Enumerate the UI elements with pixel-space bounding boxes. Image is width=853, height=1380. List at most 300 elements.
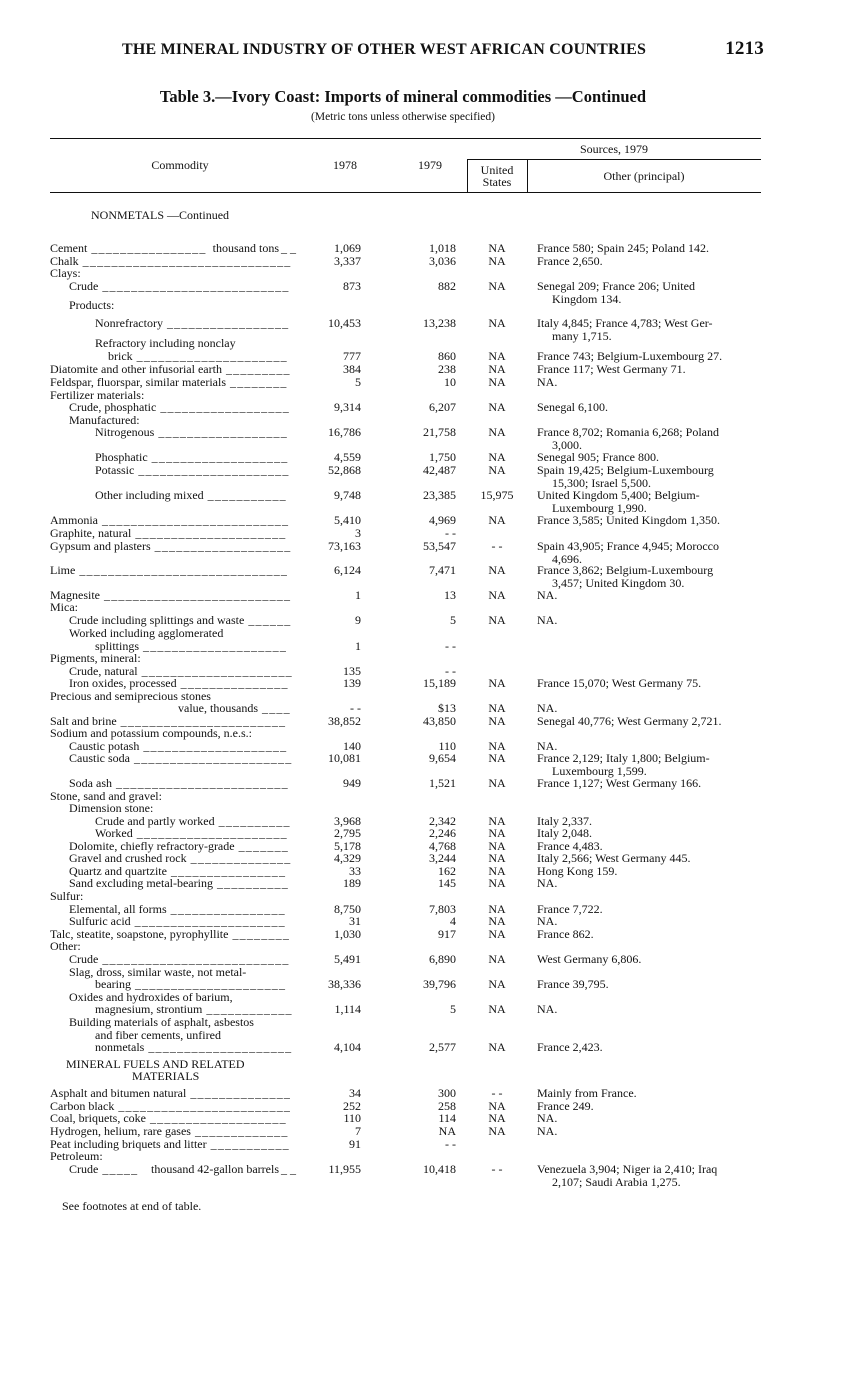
value-1978: 9,314 bbox=[334, 400, 361, 414]
value-1979: 15,189 bbox=[423, 676, 456, 690]
commodity-name: splittings bbox=[95, 639, 140, 653]
leader-dots: ______ bbox=[248, 613, 292, 627]
value-1978: 1,069 bbox=[334, 241, 361, 255]
commodity-name: Diatomite and other infusorial earth bbox=[50, 362, 222, 376]
other-principal-sources bbox=[537, 1041, 767, 1054]
value-1978: 6,124 bbox=[334, 563, 361, 577]
other-principal-sources bbox=[537, 702, 767, 715]
value-1979: 162 bbox=[438, 864, 456, 878]
value-united-states: NA bbox=[488, 463, 506, 477]
commodity-name: Petroleum: bbox=[50, 1149, 103, 1163]
leader-dots: ________ bbox=[230, 375, 288, 389]
value-1978: 140 bbox=[343, 739, 361, 753]
other-principal-sources bbox=[537, 1087, 767, 1100]
other-sources-line: NA. bbox=[537, 876, 558, 890]
commodity-label bbox=[50, 363, 222, 376]
value-1979: 860 bbox=[438, 349, 456, 363]
value-1979: - - bbox=[445, 664, 456, 678]
value-1979: 13,238 bbox=[423, 316, 456, 330]
other-sources-line: NA. bbox=[537, 739, 558, 753]
other-principal-sources bbox=[537, 852, 767, 865]
commodity-name: Magnesite bbox=[50, 588, 100, 602]
commodity-label bbox=[50, 242, 87, 255]
leader-dots: __________________________ bbox=[102, 279, 290, 293]
other-sources-line: Mainly from France. bbox=[537, 1086, 637, 1100]
commodity-label bbox=[50, 564, 75, 577]
value-1979: 7,803 bbox=[429, 902, 456, 916]
other-sources-line: France 862. bbox=[537, 927, 594, 941]
commodity-name: Salt and brine bbox=[50, 714, 117, 728]
commodity-name: Phosphatic bbox=[95, 450, 148, 464]
commodity-name: Sodium and potassium compounds, n.e.s.: bbox=[50, 726, 252, 740]
other-sources-line: France 117; West Germany 71. bbox=[537, 362, 686, 376]
commodity-name: Precious and semiprecious stones bbox=[50, 689, 211, 703]
commodity-label bbox=[69, 677, 177, 690]
commodity-label bbox=[69, 777, 112, 790]
other-principal-sources bbox=[537, 1100, 767, 1113]
value-1979: 3,036 bbox=[429, 254, 456, 268]
header-bottom-rule bbox=[50, 192, 761, 193]
other-sources-line: West Germany 6,806. bbox=[537, 952, 642, 966]
other-principal-sources bbox=[537, 1125, 767, 1138]
other-principal-sources bbox=[537, 401, 767, 414]
other-principal-sources bbox=[537, 350, 767, 363]
commodity-name: Hydrogen, helium, rare gases bbox=[50, 1124, 191, 1138]
value-1978: 16,786 bbox=[328, 425, 361, 439]
commodity-label bbox=[95, 337, 236, 350]
other-principal-sources bbox=[537, 827, 767, 840]
value-1979: 13 bbox=[444, 588, 456, 602]
other-sources-line: France 2,129; Italy 1,800; Belgium- bbox=[537, 751, 710, 765]
other-sources-line: Italy 2,337. bbox=[537, 814, 592, 828]
value-united-states: NA bbox=[488, 1040, 506, 1054]
leader-dots: _______ bbox=[238, 839, 289, 853]
other-sources-continuation: Luxembourg 1,990. bbox=[552, 500, 647, 515]
commodity-name: Lime bbox=[50, 563, 76, 577]
value-united-states: NA bbox=[488, 450, 506, 464]
leader-dots: _____________________ bbox=[134, 914, 286, 928]
other-sources-line: NA. bbox=[537, 1124, 558, 1138]
leader-dots: ____________________ bbox=[148, 1040, 293, 1054]
running-head bbox=[122, 38, 764, 62]
commodity-name: magnesium, strontium bbox=[95, 1002, 203, 1016]
commodity-label bbox=[95, 827, 133, 840]
commodity-name: Quartz and quartzite bbox=[69, 864, 167, 878]
leader-dots: ____________________ bbox=[143, 639, 288, 653]
commodity-name: Feldspar, fluorspar, similar materials bbox=[50, 375, 226, 389]
commodity-name: Slag, dross, similar waste, not metal- bbox=[69, 965, 247, 979]
other-principal-sources bbox=[537, 514, 767, 527]
other-principal-sources bbox=[537, 280, 767, 305]
commodity-label bbox=[50, 601, 78, 614]
other-sources-line: France 743; Belgium-Luxembourg 27. bbox=[537, 349, 723, 363]
value-united-states: NA bbox=[488, 613, 506, 627]
other-principal-sources bbox=[537, 677, 767, 690]
footnote: See footnotes at end of table. bbox=[62, 1199, 202, 1213]
commodity-label bbox=[69, 280, 98, 293]
leader-dots: ____________________ bbox=[143, 739, 288, 753]
unit-label: thousand 42-gallon barrels bbox=[151, 1162, 279, 1176]
value-1978: 91 bbox=[349, 1137, 361, 1151]
other-principal-sources bbox=[537, 589, 767, 602]
other-sources-continuation: Kingdom 134. bbox=[552, 291, 622, 306]
other-principal-sources bbox=[537, 915, 767, 928]
value-united-states: - - bbox=[491, 539, 503, 553]
value-1979: - - bbox=[445, 526, 456, 540]
header-us-line1: United bbox=[480, 163, 514, 177]
commodity-name: Crude, phosphatic bbox=[69, 400, 157, 414]
commodity-label bbox=[95, 426, 154, 439]
other-sources-line: NA. bbox=[537, 914, 558, 928]
commodity-name: Dolomite, chiefly refractory-grade bbox=[69, 839, 235, 853]
commodity-label bbox=[50, 540, 151, 553]
leader-dots: ___________ bbox=[210, 1137, 290, 1151]
value-1979: $13 bbox=[438, 701, 456, 715]
other-sources-line: NA. bbox=[537, 1111, 558, 1125]
commodity-name: value, thousands bbox=[178, 701, 258, 715]
value-1978: 4,329 bbox=[334, 851, 361, 865]
commodity-name: Peat including briquets and litter bbox=[50, 1137, 207, 1151]
commodity-name: Sulfuric acid bbox=[69, 914, 131, 928]
value-1979: 300 bbox=[438, 1086, 456, 1100]
other-principal-sources bbox=[537, 255, 767, 268]
leader-dots: _____________________ bbox=[138, 463, 290, 477]
value-united-states: NA bbox=[488, 279, 506, 293]
commodity-name: Oxides and hydroxides of barium, bbox=[69, 990, 233, 1004]
commodity-name: Carbon black bbox=[50, 1099, 115, 1113]
value-1979: - - bbox=[445, 1137, 456, 1151]
value-united-states: NA bbox=[488, 751, 506, 765]
commodity-label bbox=[95, 451, 148, 464]
value-united-states: NA bbox=[488, 977, 506, 991]
leader-dots: ___________ bbox=[207, 488, 287, 502]
other-sources-line: France 7,722. bbox=[537, 902, 603, 916]
commodity-name: Coal, briquets, coke bbox=[50, 1111, 146, 1125]
commodity-name: Crude bbox=[69, 952, 99, 966]
other-principal-sources bbox=[537, 928, 767, 941]
commodity-name: Cement bbox=[50, 241, 88, 255]
other-sources-line: NA. bbox=[537, 613, 558, 627]
commodity-label bbox=[69, 1163, 98, 1176]
other-sources-line: France 2,423. bbox=[537, 1040, 603, 1054]
value-united-states: NA bbox=[488, 1111, 506, 1125]
value-1979: 5 bbox=[450, 1002, 456, 1016]
value-1978: 3 bbox=[355, 526, 361, 540]
value-1978: 1,030 bbox=[334, 927, 361, 941]
value-united-states: NA bbox=[488, 316, 506, 330]
value-1978: 5,491 bbox=[334, 952, 361, 966]
other-sources-continuation: 3,457; United Kingdom 30. bbox=[552, 575, 685, 590]
value-united-states: NA bbox=[488, 563, 506, 577]
commodity-label bbox=[50, 890, 83, 903]
leader-dots: _____________________ bbox=[135, 526, 287, 540]
leader-dots: ______________ bbox=[190, 851, 292, 865]
value-united-states: NA bbox=[488, 425, 506, 439]
commodity-name: Fertilizer materials: bbox=[50, 388, 145, 402]
commodity-label bbox=[69, 877, 213, 890]
other-principal-sources bbox=[537, 242, 767, 255]
commodity-name: Talc, steatite, soapstone, pyrophyllite bbox=[50, 927, 229, 941]
table-subtitle: (Metric tons unless otherwise specified) bbox=[311, 111, 495, 123]
commodity-label bbox=[50, 267, 81, 280]
value-united-states: NA bbox=[488, 349, 506, 363]
commodity-name: Crude, natural bbox=[69, 664, 138, 678]
other-sources-line: France 8,702; Romania 6,268; Poland bbox=[537, 425, 719, 439]
commodity-label bbox=[95, 1041, 144, 1054]
commodity-label bbox=[69, 953, 98, 966]
leader-dots: __________________ bbox=[160, 400, 290, 414]
running-head-title: THE MINERAL INDUSTRY OF OTHER WEST AFRICAN COUNTRIES bbox=[122, 41, 647, 58]
value-united-states: NA bbox=[488, 876, 506, 890]
commodity-name: Asphalt and bitumen natural bbox=[50, 1086, 187, 1100]
value-1978: 949 bbox=[343, 776, 361, 790]
leader-dots: __________________________ bbox=[104, 588, 292, 602]
value-united-states: - - bbox=[491, 1086, 503, 1100]
commodity-label bbox=[69, 915, 131, 928]
other-sources-line: France 2,650. bbox=[537, 254, 603, 268]
commodity-name: Stone, sand and gravel: bbox=[50, 789, 162, 803]
other-principal-sources bbox=[537, 752, 767, 777]
other-sources-line: Spain 19,425; Belgium-Luxembourg bbox=[537, 463, 714, 477]
value-united-states: NA bbox=[488, 701, 506, 715]
value-1979: 238 bbox=[438, 362, 456, 376]
value-1979: 5 bbox=[450, 613, 456, 627]
commodity-label bbox=[69, 627, 223, 640]
other-sources-line: NA. bbox=[537, 588, 558, 602]
commodity-label bbox=[69, 614, 244, 627]
other-principal-sources bbox=[537, 1112, 767, 1125]
value-1979: 1,521 bbox=[429, 776, 456, 790]
commodity-name: Caustic potash bbox=[69, 739, 140, 753]
header-commodity: Commodity bbox=[151, 158, 209, 172]
commodity-name: Sulfur: bbox=[50, 889, 84, 903]
commodity-name: Crude and partly worked bbox=[95, 814, 215, 828]
value-1978: 10,453 bbox=[328, 316, 361, 330]
value-1979: 6,207 bbox=[429, 400, 456, 414]
commodity-label bbox=[50, 940, 81, 953]
value-1978: 1 bbox=[355, 588, 361, 602]
other-sources-line: Italy 2,566; West Germany 445. bbox=[537, 851, 691, 865]
value-1979: 2,342 bbox=[429, 814, 456, 828]
other-principal-sources bbox=[537, 464, 767, 489]
value-1979: 4,768 bbox=[429, 839, 456, 853]
commodity-name: Pigments, mineral: bbox=[50, 651, 141, 665]
leader-dots: _____________________ bbox=[141, 664, 293, 678]
value-1979: 23,385 bbox=[423, 488, 456, 502]
leader-dots: ___________________ bbox=[149, 1111, 287, 1125]
leader-dots: _____________________ bbox=[136, 826, 288, 840]
other-sources-line: France 3,862; Belgium-Luxembourg bbox=[537, 563, 714, 577]
value-united-states: NA bbox=[488, 513, 506, 527]
value-1978: 9,748 bbox=[334, 488, 361, 502]
commodity-name: Soda ash bbox=[69, 776, 112, 790]
commodity-label bbox=[69, 752, 130, 765]
value-united-states: NA bbox=[488, 375, 506, 389]
value-1979: 882 bbox=[438, 279, 456, 293]
other-sources-line: United Kingdom 5,400; Belgium- bbox=[537, 488, 700, 502]
value-1979: 258 bbox=[438, 1099, 456, 1113]
other-sources-line: Senegal 905; France 800. bbox=[537, 450, 659, 464]
value-1978: 4,104 bbox=[334, 1040, 361, 1054]
value-united-states: NA bbox=[488, 864, 506, 878]
other-principal-sources bbox=[537, 540, 767, 565]
commodity-label bbox=[50, 652, 141, 665]
value-1978: 73,163 bbox=[328, 539, 361, 553]
leader-dots: _____ bbox=[102, 1162, 139, 1176]
other-principal-sources bbox=[537, 426, 767, 451]
value-1978: 3,968 bbox=[334, 814, 361, 828]
table-title: Table 3.—Ivory Coast: Imports of mineral commodities —Continued bbox=[159, 87, 647, 106]
commodity-name: Building materials of asphalt, asbestos bbox=[69, 1015, 254, 1029]
commodity-name: Refractory including nonclay bbox=[95, 336, 236, 350]
commodity-name: brick bbox=[108, 349, 133, 363]
leader-dots: __________ bbox=[218, 814, 291, 828]
commodity-label bbox=[178, 702, 258, 715]
value-1979: 3,244 bbox=[429, 851, 456, 865]
leader-dots: __________________ bbox=[158, 425, 288, 439]
value-1978: 38,336 bbox=[328, 977, 361, 991]
commodity-name: Iron oxides, processed bbox=[69, 676, 177, 690]
value-1979: - - bbox=[445, 639, 456, 653]
value-1979: 4,969 bbox=[429, 513, 456, 527]
leader-dots: _____________________ bbox=[136, 349, 288, 363]
value-1979: 1,750 bbox=[429, 450, 456, 464]
value-united-states: NA bbox=[488, 902, 506, 916]
value-1978: 1,114 bbox=[334, 1002, 361, 1016]
value-1979: 2,246 bbox=[429, 826, 456, 840]
value-united-states: NA bbox=[488, 839, 506, 853]
other-principal-sources bbox=[537, 614, 767, 627]
value-1978: 777 bbox=[343, 349, 361, 363]
leader-dots: __________________________ bbox=[102, 513, 290, 527]
value-1978: 38,852 bbox=[328, 714, 361, 728]
other-principal-sources bbox=[537, 317, 767, 342]
header-us-line2: States bbox=[482, 175, 512, 189]
value-1978: 9 bbox=[355, 613, 361, 627]
other-principal-sources bbox=[537, 489, 767, 514]
value-1978: 52,868 bbox=[328, 463, 361, 477]
other-sources-line: Senegal 209; France 206; United bbox=[537, 279, 695, 293]
value-united-states: NA bbox=[488, 952, 506, 966]
commodity-name: Gravel and crushed rock bbox=[69, 851, 187, 865]
other-sources-line: Hong Kong 159. bbox=[537, 864, 618, 878]
commodity-name: Manufactured: bbox=[69, 413, 140, 427]
value-1979: 39,796 bbox=[423, 977, 456, 991]
commodity-name: Chalk bbox=[50, 254, 79, 268]
value-1978: 110 bbox=[343, 1111, 361, 1125]
value-united-states: NA bbox=[488, 400, 506, 414]
other-sources-line: NA. bbox=[537, 1002, 558, 1016]
other-principal-sources bbox=[537, 715, 767, 728]
other-principal-sources bbox=[537, 978, 767, 991]
commodity-label bbox=[95, 489, 204, 502]
other-sources-line: Senegal 6,100. bbox=[537, 400, 608, 414]
commodity-name: Nitrogenous bbox=[95, 425, 155, 439]
leader-dots: ______________________ bbox=[134, 751, 293, 765]
commodity-label bbox=[95, 317, 163, 330]
leader-dots: _________________ bbox=[166, 316, 290, 330]
other-sources-line: Italy 2,048. bbox=[537, 826, 592, 840]
other-principal-sources bbox=[537, 903, 767, 916]
other-principal-sources bbox=[537, 451, 767, 464]
commodity-name: and fiber cements, unfired bbox=[95, 1028, 221, 1042]
value-1979: 53,547 bbox=[423, 539, 456, 553]
commodity-name: Nonrefractory bbox=[95, 316, 163, 330]
leader-dots: ________________ bbox=[91, 241, 207, 255]
value-1979: 9,654 bbox=[429, 751, 456, 765]
commodity-name: bearing bbox=[95, 977, 131, 991]
commodity-label bbox=[69, 1016, 254, 1029]
leader-dots: _____________________________ bbox=[79, 563, 289, 577]
commodity-label bbox=[50, 1150, 103, 1163]
leader-dots: ______________ bbox=[190, 1086, 292, 1100]
value-1978: 34 bbox=[349, 1086, 361, 1100]
value-1979: 6,890 bbox=[429, 952, 456, 966]
leader-dots: _ _ bbox=[281, 1162, 296, 1176]
commodity-name: Caustic soda bbox=[69, 751, 130, 765]
leader-dots: _______________________ bbox=[120, 714, 287, 728]
value-united-states: NA bbox=[488, 851, 506, 865]
header-top-rule bbox=[50, 138, 761, 139]
other-sources-line: France 1,127; West Germany 166. bbox=[537, 776, 702, 790]
commodity-label bbox=[50, 1087, 186, 1100]
value-united-states: NA bbox=[488, 739, 506, 753]
commodity-label bbox=[50, 527, 131, 540]
leader-dots: ___________________ bbox=[154, 539, 292, 553]
value-1979: 4 bbox=[450, 914, 456, 928]
value-1978: 33 bbox=[349, 864, 361, 878]
leader-dots: _______________ bbox=[180, 676, 289, 690]
leader-dots: ________________ bbox=[170, 864, 287, 878]
commodity-name: Other including mixed bbox=[95, 488, 204, 502]
commodity-name: Potassic bbox=[95, 463, 135, 477]
value-1978: 5,178 bbox=[334, 839, 361, 853]
value-1979: 42,487 bbox=[423, 463, 456, 477]
other-principal-sources bbox=[537, 564, 767, 589]
value-united-states: NA bbox=[488, 588, 506, 602]
value-united-states: 15,975 bbox=[480, 488, 514, 502]
page-number: 1213 bbox=[725, 38, 764, 59]
other-sources-continuation: Luxembourg 1,599. bbox=[552, 763, 647, 778]
commodity-name: Graphite, natural bbox=[50, 526, 132, 540]
value-1979: 110 bbox=[438, 739, 456, 753]
other-principal-sources bbox=[537, 1163, 767, 1188]
commodity-name: Dimension stone: bbox=[69, 801, 154, 815]
value-united-states: - - bbox=[491, 1162, 503, 1176]
leader-dots: _____________ bbox=[194, 1124, 289, 1138]
value-1979: 10,418 bbox=[423, 1162, 456, 1176]
value-1978: 2,795 bbox=[334, 826, 361, 840]
other-sources-line: France 15,070; West Germany 75. bbox=[537, 676, 702, 690]
value-1978: 189 bbox=[343, 876, 361, 890]
other-principal-sources bbox=[537, 877, 767, 890]
value-1979: 145 bbox=[438, 876, 456, 890]
other-sources-continuation: many 1,715. bbox=[552, 328, 612, 343]
other-principal-sources bbox=[537, 363, 767, 376]
other-sources-continuation: 2,107; Saudi Arabia 1,275. bbox=[552, 1174, 681, 1189]
commodity-label bbox=[50, 1112, 146, 1125]
other-principal-sources bbox=[537, 376, 767, 389]
value-united-states: NA bbox=[488, 1124, 506, 1138]
value-1979: 43,850 bbox=[423, 714, 456, 728]
leader-dots: ________________________ bbox=[118, 1099, 292, 1113]
commodity-name: Gypsum and plasters bbox=[50, 539, 151, 553]
other-sources-continuation: 3,000. bbox=[552, 437, 582, 452]
value-united-states: NA bbox=[488, 714, 506, 728]
section-nonmetals: NONMETALS —Continued bbox=[91, 208, 230, 222]
commodity-label bbox=[50, 376, 226, 389]
commodity-label bbox=[50, 727, 252, 740]
